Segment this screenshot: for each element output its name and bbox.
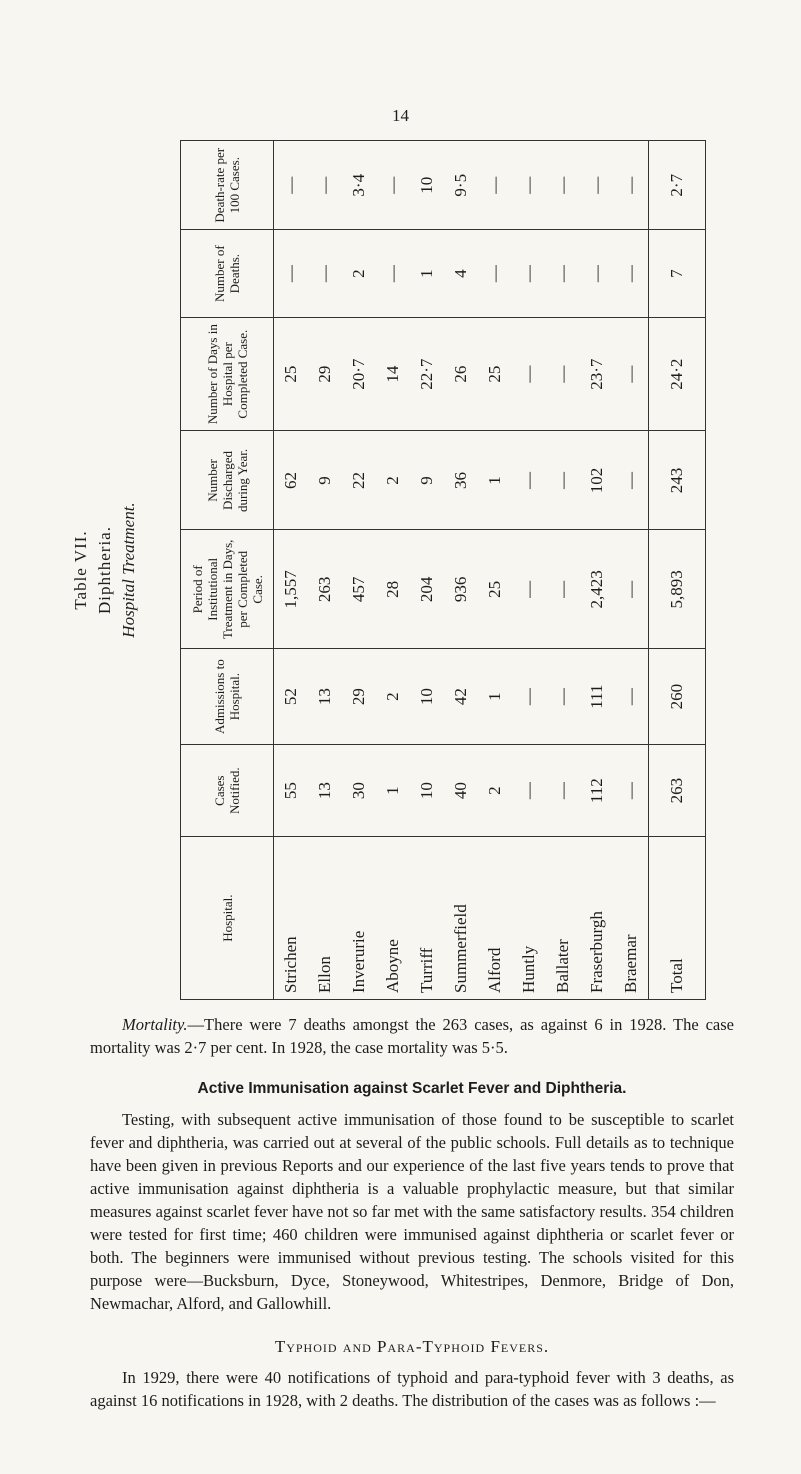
table-titles	[69, 440, 141, 700]
cell-period: 1,557	[274, 530, 309, 649]
cell-days: —	[546, 317, 580, 431]
table-row	[308, 141, 342, 1000]
cell-notified: 40	[444, 745, 478, 837]
mortality-text: —There were 7 deaths amongst the 263 cases, as against 6 in 1928. The case mortality was 2·7 per cent. In 1928, the case mortality was 5·5.	[90, 1015, 734, 1057]
text-body	[90, 1013, 734, 1412]
table-row	[274, 141, 309, 1000]
cell-notified: 2	[478, 745, 512, 837]
cell-hospital: Turriff	[410, 837, 444, 1000]
table-row	[546, 141, 580, 1000]
cell-period: —	[546, 530, 580, 649]
cell-hospital: Summerfield	[444, 837, 478, 1000]
cell-days: 26	[444, 317, 478, 431]
cell-hospital: Huntly	[512, 837, 546, 1000]
cell-admissions: 13	[308, 649, 342, 745]
cell-rate: 9·5	[444, 141, 478, 230]
cell-hospital: Braemar	[614, 837, 649, 1000]
cell-rate: —	[512, 141, 546, 230]
cell-discharged: 102	[580, 431, 614, 530]
cell-hospital: Strichen	[274, 837, 309, 1000]
cell-deaths: —	[546, 230, 580, 317]
cell-admissions: 10	[410, 649, 444, 745]
cell-notified: 13	[308, 745, 342, 837]
cell-admissions: —	[546, 649, 580, 745]
cell-period: 263	[308, 530, 342, 649]
cell-discharged: 9	[410, 431, 444, 530]
cell-days: —	[512, 317, 546, 431]
cell-hospital: Ballater	[546, 837, 580, 1000]
cell-notified: —	[512, 745, 546, 837]
cell-period: —	[614, 530, 649, 649]
typhoid-paragraph: In 1929, there were 40 notifications of typhoid and para-typhoid fever with 3 deaths, as against 16 notifications in 1928, with 2 deaths. The distribution of the cases was as follows :—	[90, 1368, 734, 1410]
cell-days: 25	[274, 317, 309, 431]
typhoid-heading: Typhoid and Para-Typhoid Fevers.	[274, 1337, 550, 1356]
cell-discharged: —	[512, 431, 546, 530]
cell-deaths: 2	[342, 230, 376, 317]
cell-deaths: —	[376, 230, 410, 317]
cell-hospital: Inverurie	[342, 837, 376, 1000]
cell-rate: 3·4	[342, 141, 376, 230]
cell-days: 23·7	[580, 317, 614, 431]
cell-notified: 263	[649, 745, 706, 837]
cell-rate: —	[308, 141, 342, 230]
cell-period: —	[512, 530, 546, 649]
cell-hospital: Fraserburgh	[580, 837, 614, 1000]
cell-notified: —	[546, 745, 580, 837]
table-row	[580, 141, 614, 1000]
cell-notified: 1	[376, 745, 410, 837]
cell-notified: 10	[410, 745, 444, 837]
cell-discharged: 62	[274, 431, 309, 530]
col-header-admissions: Admissions to Hospital.	[181, 649, 274, 745]
cell-period: 936	[444, 530, 478, 649]
cell-days: 20·7	[342, 317, 376, 431]
table-rotated-container	[180, 140, 686, 1000]
table-row	[512, 141, 546, 1000]
cell-deaths: —	[478, 230, 512, 317]
cell-days: 25	[478, 317, 512, 431]
cell-discharged: 9	[308, 431, 342, 530]
table-row	[649, 141, 706, 1000]
cell-deaths: —	[274, 230, 309, 317]
cell-notified: 55	[274, 745, 309, 837]
cell-admissions: —	[512, 649, 546, 745]
cell-deaths: 4	[444, 230, 478, 317]
cell-discharged: 2	[376, 431, 410, 530]
col-header-cases-notified: Cases Notified.	[181, 745, 274, 837]
cell-hospital: Alford	[478, 837, 512, 1000]
cell-days: 22·7	[410, 317, 444, 431]
col-header-death-rate: Death-rate per 100 Cases.	[181, 141, 274, 230]
rotated-table-block	[70, 140, 686, 1000]
immunisation-heading: Active Immunisation against Scarlet Fever and Diphtheria.	[197, 1080, 627, 1097]
mortality-paragraph	[90, 1013, 734, 1059]
cell-notified: 112	[580, 745, 614, 837]
immunisation-paragraph: Testing, with subsequent active immunisation of those found to be susceptible to scarlet fever and diphtheria, was carried out at several of the public schools. Full details as to technique have been given in previous Reports and our experience of the last five years tends to prove that active immunisation against diphtheria is a valuable prophylactic measure, but that similar measures against scarlet fever have not so far met with the same satisfactory results. 354 children were tested for first time; 460 children were immunised against diphtheria or scarlet fever or both. The beginners were immunised without previous testing. The schools visited for this purpose were—Bucksburn, Dyce, Stoneywood, Whitestripes, Denmore, Bridge of Don, Newmachar, Alford, and Gallowhill.	[90, 1110, 734, 1313]
cell-days: 29	[308, 317, 342, 431]
diphtheria-hospital-table	[180, 140, 706, 1000]
cell-hospital: Total	[649, 837, 706, 1000]
cell-deaths: —	[308, 230, 342, 317]
table-row	[342, 141, 376, 1000]
col-header-deaths: Number of Deaths.	[181, 230, 274, 317]
cell-period: 2,423	[580, 530, 614, 649]
cell-admissions: 111	[580, 649, 614, 745]
cell-discharged: 243	[649, 431, 706, 530]
cell-days: 14	[376, 317, 410, 431]
table-number: Table VII.	[71, 530, 90, 610]
cell-notified: —	[614, 745, 649, 837]
table-row	[376, 141, 410, 1000]
cell-admissions: 2	[376, 649, 410, 745]
col-header-discharged: Number Discharged during Year.	[181, 431, 274, 530]
cell-deaths: —	[614, 230, 649, 317]
table-row	[444, 141, 478, 1000]
cell-deaths: —	[580, 230, 614, 317]
cell-admissions: 42	[444, 649, 478, 745]
cell-rate: —	[274, 141, 309, 230]
cell-deaths: —	[512, 230, 546, 317]
cell-period: 204	[410, 530, 444, 649]
cell-notified: 30	[342, 745, 376, 837]
mortality-label: Mortality.	[122, 1015, 188, 1034]
cell-discharged: 22	[342, 431, 376, 530]
cell-rate: 10	[410, 141, 444, 230]
cell-admissions: —	[614, 649, 649, 745]
cell-days: 24·2	[649, 317, 706, 431]
cell-discharged: —	[614, 431, 649, 530]
cell-rate: —	[478, 141, 512, 230]
cell-discharged: —	[546, 431, 580, 530]
col-header-period: Period of Institutional Treatment in Days, per Completed Case.	[181, 530, 274, 649]
cell-admissions: 1	[478, 649, 512, 745]
page-number: 14	[392, 106, 409, 125]
cell-deaths: 1	[410, 230, 444, 317]
col-header-days: Number of Days in Hospital per Completed Case.	[181, 317, 274, 431]
cell-period: 457	[342, 530, 376, 649]
cell-admissions: 29	[342, 649, 376, 745]
header-row	[181, 141, 274, 1000]
cell-rate: —	[546, 141, 580, 230]
cell-deaths: 7	[649, 230, 706, 317]
cell-period: 28	[376, 530, 410, 649]
table-subtitle: Hospital Treatment.	[119, 502, 138, 638]
cell-admissions: 260	[649, 649, 706, 745]
cell-discharged: 36	[444, 431, 478, 530]
cell-days: —	[614, 317, 649, 431]
cell-rate: —	[376, 141, 410, 230]
col-header-hospital: Hospital.	[181, 837, 274, 1000]
table-subject: Diphtheria.	[95, 526, 114, 614]
cell-admissions: 52	[274, 649, 309, 745]
cell-hospital: Ellon	[308, 837, 342, 1000]
cell-discharged: 1	[478, 431, 512, 530]
cell-rate: 2·7	[649, 141, 706, 230]
cell-rate: —	[580, 141, 614, 230]
cell-period: 5,893	[649, 530, 706, 649]
table-row	[410, 141, 444, 1000]
table-row	[478, 141, 512, 1000]
cell-period: 25	[478, 530, 512, 649]
cell-rate: —	[614, 141, 649, 230]
cell-hospital: Aboyne	[376, 837, 410, 1000]
table-row	[614, 141, 649, 1000]
